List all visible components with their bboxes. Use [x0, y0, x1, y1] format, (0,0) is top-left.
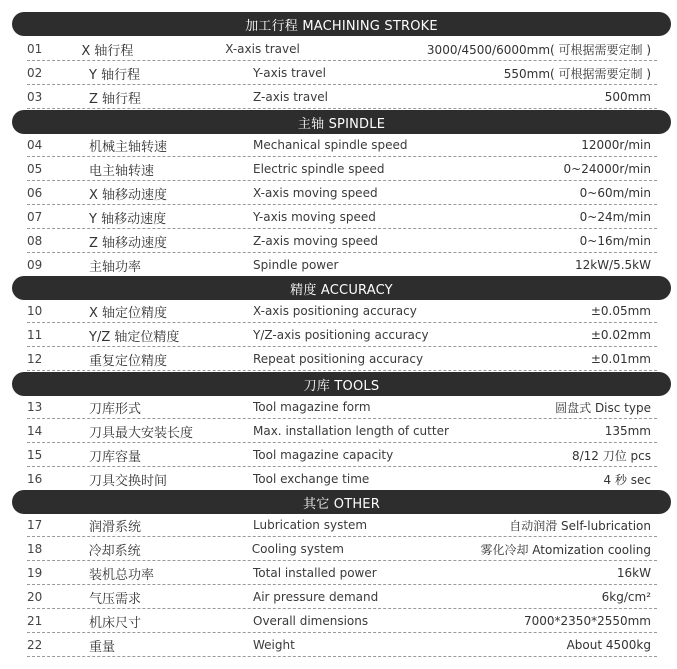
- row-value: 7000*2350*2550mm: [524, 614, 651, 628]
- row-label-en: Tool magazine capacity: [253, 448, 394, 462]
- row-number: 19: [27, 566, 43, 580]
- row-number: 04: [27, 138, 43, 152]
- row-label-cn: 润滑系统: [89, 519, 142, 535]
- row-value: 自动润滑 Self-lubrication: [509, 518, 651, 533]
- row-label-cn: 机床尺寸: [89, 615, 142, 631]
- table-row: [27, 62, 657, 85]
- row-value: 12000r/min: [581, 138, 651, 152]
- row-label-cn: 刀库形式: [89, 401, 142, 417]
- table-row: [27, 634, 657, 657]
- row-label-en: Tool magazine form: [253, 400, 371, 414]
- row-label-en: X-axis positioning accuracy: [253, 304, 417, 318]
- row-label-cn: 气压需求: [89, 591, 142, 607]
- table-row: [27, 514, 657, 537]
- row-label-cn: 电主轴转速: [89, 163, 155, 179]
- row-label-en: Air pressure demand: [253, 590, 379, 604]
- row-label-cn: 刀具交换时间: [89, 473, 168, 489]
- row-label-cn: X 轴行程: [81, 43, 134, 59]
- table-row: [27, 182, 657, 205]
- row-label-cn: X 轴定位精度: [89, 305, 168, 321]
- row-label-en: Overall dimensions: [253, 614, 369, 628]
- row-number: 03: [27, 90, 43, 104]
- row-label-cn: Z 轴行程: [89, 91, 142, 107]
- row-value: 16kW: [616, 566, 651, 580]
- row-value: ±0.02mm: [590, 328, 651, 342]
- table-row: [27, 468, 657, 491]
- row-value: 0~24m/min: [579, 210, 651, 224]
- row-label-en: Z-axis moving speed: [253, 234, 378, 248]
- row-number: 05: [27, 162, 43, 176]
- row-value: 0~16m/min: [579, 234, 651, 248]
- row-number: 09: [27, 258, 43, 272]
- row-number: 12: [27, 352, 43, 366]
- section-header-other: 其它 OTHER: [12, 490, 671, 514]
- row-number: 02: [27, 66, 43, 80]
- row-label-en: Z-axis travel: [253, 90, 329, 104]
- section-header-tools: 刀库 TOOLS: [12, 372, 671, 396]
- row-label-en: Total installed power: [253, 566, 377, 580]
- section-header-machining-stroke: 加工行程 MACHINING STROKE: [12, 12, 671, 36]
- row-label-en: Repeat positioning accuracy: [253, 352, 424, 366]
- row-label-en: Mechanical spindle speed: [253, 138, 408, 152]
- row-label-cn: Y 轴移动速度: [89, 211, 167, 227]
- row-number: 10: [27, 304, 43, 318]
- table-row: [27, 86, 657, 109]
- row-label-cn: 机械主轴转速: [89, 139, 168, 155]
- row-value: 雾化冷却 Atomization cooling: [480, 542, 651, 557]
- table-row: [27, 254, 657, 277]
- row-label-en: X-axis moving speed: [253, 186, 378, 200]
- table-row: [27, 538, 657, 561]
- row-value: ±0.05mm: [590, 304, 651, 318]
- row-value: 0~60m/min: [579, 186, 651, 200]
- row-label-en: Y-axis travel: [253, 66, 326, 80]
- row-value: 550mm( 可根据需要定制 ): [503, 66, 651, 81]
- row-label-en: Cooling system: [251, 542, 344, 556]
- table-row: [27, 420, 657, 443]
- row-label-en: Y/Z-axis positioning accuracy: [253, 328, 429, 342]
- row-value: 135mm: [604, 424, 651, 438]
- table-row: [27, 396, 657, 419]
- section-header-spindle: 主轴 SPINDLE: [12, 110, 671, 134]
- row-number: 07: [27, 210, 43, 224]
- table-row: [27, 300, 657, 323]
- row-number: 06: [27, 186, 43, 200]
- table-row: [27, 230, 657, 253]
- table-row: [27, 586, 657, 609]
- row-value: 圆盘式 Disc type: [555, 400, 651, 415]
- row-number: 21: [27, 614, 43, 628]
- row-label-cn: 刀具最大安装长度: [89, 425, 194, 441]
- table-row: [27, 610, 657, 633]
- row-value: 0~24000r/min: [563, 162, 651, 176]
- row-value: 4 秒 sec: [603, 472, 651, 487]
- row-value: 500mm: [604, 90, 651, 104]
- row-label-cn: X 轴移动速度: [89, 187, 168, 203]
- row-number: 18: [27, 542, 43, 556]
- row-number: 17: [27, 518, 43, 532]
- row-value: ±0.01mm: [590, 352, 651, 366]
- row-value: About 4500kg: [566, 638, 651, 652]
- row-value: 3000/4500/6000mm( 可根据需要定制 ): [426, 42, 651, 57]
- row-label-cn: 重复定位精度: [89, 353, 168, 369]
- row-label-en: Max. installation length of cutter: [253, 424, 449, 438]
- row-label-cn: Y/Z 轴定位精度: [89, 329, 180, 345]
- row-label-cn: 主轴功率: [89, 259, 142, 275]
- row-value: 12kW/5.5kW: [574, 258, 651, 272]
- row-label-cn: 重量: [89, 639, 116, 655]
- table-row: [27, 158, 657, 181]
- row-label-cn: Y 轴行程: [89, 67, 141, 83]
- row-number: 01: [27, 42, 43, 56]
- row-number: 16: [27, 472, 43, 486]
- table-row: [27, 38, 657, 61]
- row-number: 22: [27, 638, 43, 652]
- row-number: 14: [27, 424, 43, 438]
- table-row: [27, 324, 657, 347]
- row-label-en: Lubrication system: [253, 518, 368, 532]
- row-label-cn: 装机总功率: [89, 567, 155, 583]
- table-row: [27, 348, 657, 371]
- row-label-en: X-axis travel: [225, 42, 300, 56]
- table-row: [27, 444, 657, 467]
- row-number: 20: [27, 590, 43, 604]
- row-number: 15: [27, 448, 43, 462]
- row-value: 8/12 刀位 pcs: [571, 448, 651, 463]
- row-label-en: Electric spindle speed: [253, 162, 385, 176]
- table-row: [27, 206, 657, 229]
- row-label-en: Y-axis moving speed: [253, 210, 376, 224]
- row-label-en: Weight: [253, 638, 295, 652]
- row-number: 11: [27, 328, 43, 342]
- row-number: 08: [27, 234, 43, 248]
- table-row: [27, 134, 657, 157]
- row-label-en: Tool exchange time: [253, 472, 370, 486]
- row-label-en: Spindle power: [253, 258, 339, 272]
- row-label-cn: 冷却系统: [88, 543, 141, 559]
- table-row: [27, 562, 657, 585]
- row-value: 6kg/cm²: [601, 590, 651, 604]
- section-header-accuracy: 精度 ACCURACY: [12, 276, 671, 300]
- row-number: 13: [27, 400, 43, 414]
- row-label-cn: 刀库容量: [89, 449, 142, 465]
- row-label-cn: Z 轴移动速度: [89, 235, 168, 251]
